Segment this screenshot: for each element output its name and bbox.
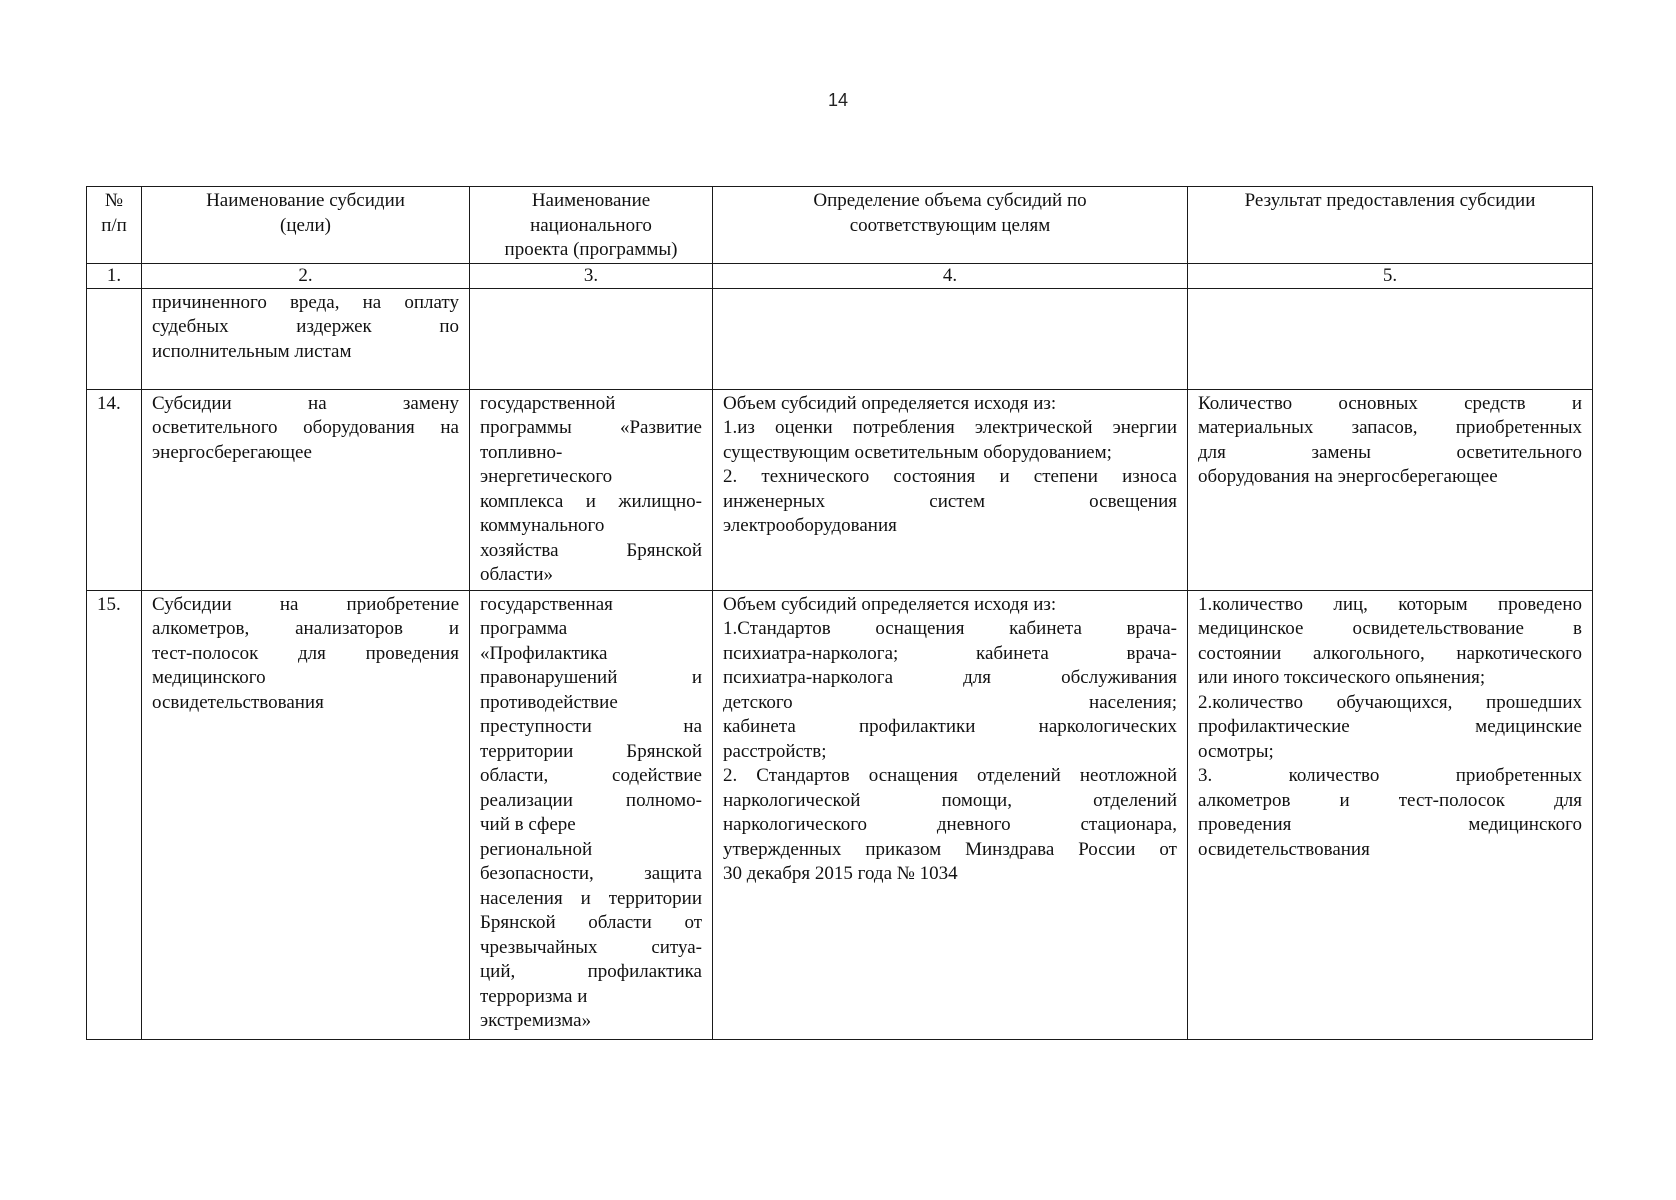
row-number: 15. (87, 590, 142, 1039)
column-number: 2. (142, 263, 470, 288)
cell-text-line: исполнительным листам (152, 340, 352, 362)
cell-text-line: освидетельствования (1198, 838, 1370, 860)
cell-text-line: населения и территории (480, 887, 702, 909)
cell-text-line: национального (530, 214, 652, 236)
cell-text-line: государственная (480, 593, 613, 615)
header-subsidy-name (142, 187, 470, 264)
cell-text-line: Наименование (531, 190, 651, 211)
table-row (87, 288, 1593, 389)
cell-text-line: или иного токсического опьянения; (1198, 667, 1486, 688)
cell-text-line: наркологической помощи, отделений (723, 789, 1177, 811)
table-row (87, 590, 1593, 1039)
table-row (87, 389, 1593, 590)
cell-text-line: соответствующим целям (849, 214, 1051, 236)
cell-text-line: утвержденных приказом Минздрава России от (723, 838, 1177, 860)
volume-cell (713, 288, 1188, 389)
cell-text-line: кабинета профилактики наркологических (723, 716, 1177, 737)
header-row (87, 187, 1593, 264)
cell-text-line: детского населения; (723, 691, 1177, 713)
cell-text-line: Брянской области от (480, 912, 702, 933)
header-result (1188, 187, 1593, 264)
cell-text-line: преступности на (480, 716, 702, 737)
result-cell (1188, 590, 1593, 1039)
cell-text-line: противодействие (480, 691, 618, 713)
row-number: 14. (87, 389, 142, 590)
cell-text-line: электрооборудования (723, 515, 897, 536)
column-number: 5. (1188, 263, 1593, 288)
cell-text-line: Субсидии на замену (152, 392, 459, 414)
cell-text-line: 1.из оценки потребления электрической энергии (723, 417, 1177, 438)
cell-text-line: энергосберегающее (152, 441, 312, 463)
header-volume-definition (713, 187, 1188, 264)
cell-text-line: алкометров и тест-полосок для (1198, 789, 1582, 811)
cell-text-line: причиненного вреда, на оплату (152, 291, 459, 313)
cell-text-line: судебных издержек по (152, 316, 459, 337)
cell-text-line: медицинского (152, 667, 266, 688)
cell-text-line: профилактические медицинские (1198, 716, 1582, 737)
cell-text-line: 1.Стандартов оснащения кабинета врача- (723, 618, 1177, 639)
cell-text-line: Субсидии на приобретение (152, 593, 459, 615)
program-cell (470, 590, 713, 1039)
cell-text-line: программы «Развитие (480, 417, 702, 438)
cell-text-line: «Профилактика (480, 642, 608, 664)
cell-text-line: 1.количество лиц, которым проведено (1198, 593, 1582, 615)
cell-text-line: медицинское освидетельствование в (1198, 618, 1582, 639)
volume-cell (713, 389, 1188, 590)
cell-text-line: 2.количество обучающихся, прошедших (1198, 691, 1582, 713)
subsidy-table (86, 186, 1593, 1040)
cell-text-line: осветительного оборудования на (152, 417, 459, 438)
cell-text-line: чий в сфере (480, 814, 576, 835)
subsidy-name-cell (142, 389, 470, 590)
cell-text-line: 2. технического состояния и степени износа (723, 466, 1177, 487)
column-number: 4. (713, 263, 1188, 288)
subsidy-name-cell (142, 288, 470, 389)
header-number (87, 187, 142, 264)
result-cell (1188, 389, 1593, 590)
cell-text-line: Количество основных средств и (1198, 392, 1582, 414)
volume-cell (713, 590, 1188, 1039)
cell-text-line: освидетельствования (152, 691, 324, 713)
program-cell (470, 389, 713, 590)
cell-text-line: п/п (101, 214, 127, 236)
column-number: 1. (87, 263, 142, 288)
cell-text-line: энергетического (480, 466, 613, 487)
cell-text-line: терроризма и (480, 985, 588, 1007)
cell-text-line: ций, профилактика (480, 961, 702, 982)
cell-text-line: расстройств; (723, 740, 827, 762)
cell-text-line: инженерных систем освещения (723, 490, 1177, 512)
cell-text-line: Результат предоставления субсидии (1244, 190, 1536, 211)
cell-text-line: чрезвычайных ситуа- (480, 936, 702, 958)
cell-text-line: психиатра-нарколога для обслуживания (723, 667, 1177, 688)
cell-text-line: тест-полосок для проведения (152, 642, 459, 664)
cell-text-line: материальных запасов, приобретенных (1198, 417, 1582, 438)
cell-text-line: топливно- (480, 441, 563, 463)
header-national-project (470, 187, 713, 264)
cell-text-line: оборудования на энергосберегающее (1198, 466, 1498, 487)
cell-text-line: коммунального (480, 515, 605, 536)
cell-text-line: территории Брянской (480, 740, 702, 762)
row-number (87, 288, 142, 389)
cell-text-line: реализации полномо- (480, 789, 702, 811)
cell-text-line: Определение объема субсидий по (813, 190, 1087, 211)
cell-text-line: Объем субсидий определяется исходя из: (723, 392, 1057, 414)
cell-text-line: (цели) (280, 214, 331, 236)
cell-text-line: Объем субсидий определяется исходя из: (723, 593, 1057, 615)
result-cell (1188, 288, 1593, 389)
column-number-row (87, 263, 1593, 288)
cell-text-line: государственной (480, 392, 616, 414)
column-number: 3. (470, 263, 713, 288)
cell-text-line: программа (480, 618, 568, 639)
cell-text-line: 30 декабря 2015 года № 1034 (723, 863, 958, 884)
page-number: 14 (827, 90, 849, 110)
cell-text-line: безопасности, защита (480, 863, 702, 884)
cell-text-line: № (104, 190, 124, 211)
cell-text-line: хозяйства Брянской (480, 539, 702, 561)
cell-text-line: осмотры; (1198, 740, 1274, 762)
program-cell (470, 288, 713, 389)
cell-text-line: региональной (480, 838, 593, 860)
cell-text-line: наркологического дневного стационара, (723, 814, 1177, 835)
cell-text-line: психиатра-нарколога; кабинета врача- (723, 642, 1177, 664)
subsidy-name-cell (142, 590, 470, 1039)
cell-text-line: проекта (программы) (504, 239, 678, 260)
cell-text-line: для замены осветительного (1198, 441, 1582, 463)
cell-text-line: 2. Стандартов оснащения отделений неотложной (723, 765, 1177, 786)
cell-text-line: правонарушений и (480, 667, 702, 688)
cell-text-line: экстремизма» (480, 1010, 592, 1031)
cell-text-line: комплекса и жилищно- (480, 490, 702, 512)
cell-text-line: области, содействие (480, 765, 702, 786)
cell-text-line: 3. количество приобретенных (1198, 765, 1582, 786)
cell-text-line: существующим осветительным оборудованием; (723, 441, 1112, 463)
cell-text-line: алкометров, анализаторов и (152, 618, 459, 639)
cell-text-line: области» (480, 564, 554, 585)
cell-text-line: проведения медицинского (1198, 814, 1582, 835)
cell-text-line: состоянии алкогольного, наркотического (1198, 642, 1582, 664)
cell-text-line: Наименование субсидии (206, 190, 405, 211)
